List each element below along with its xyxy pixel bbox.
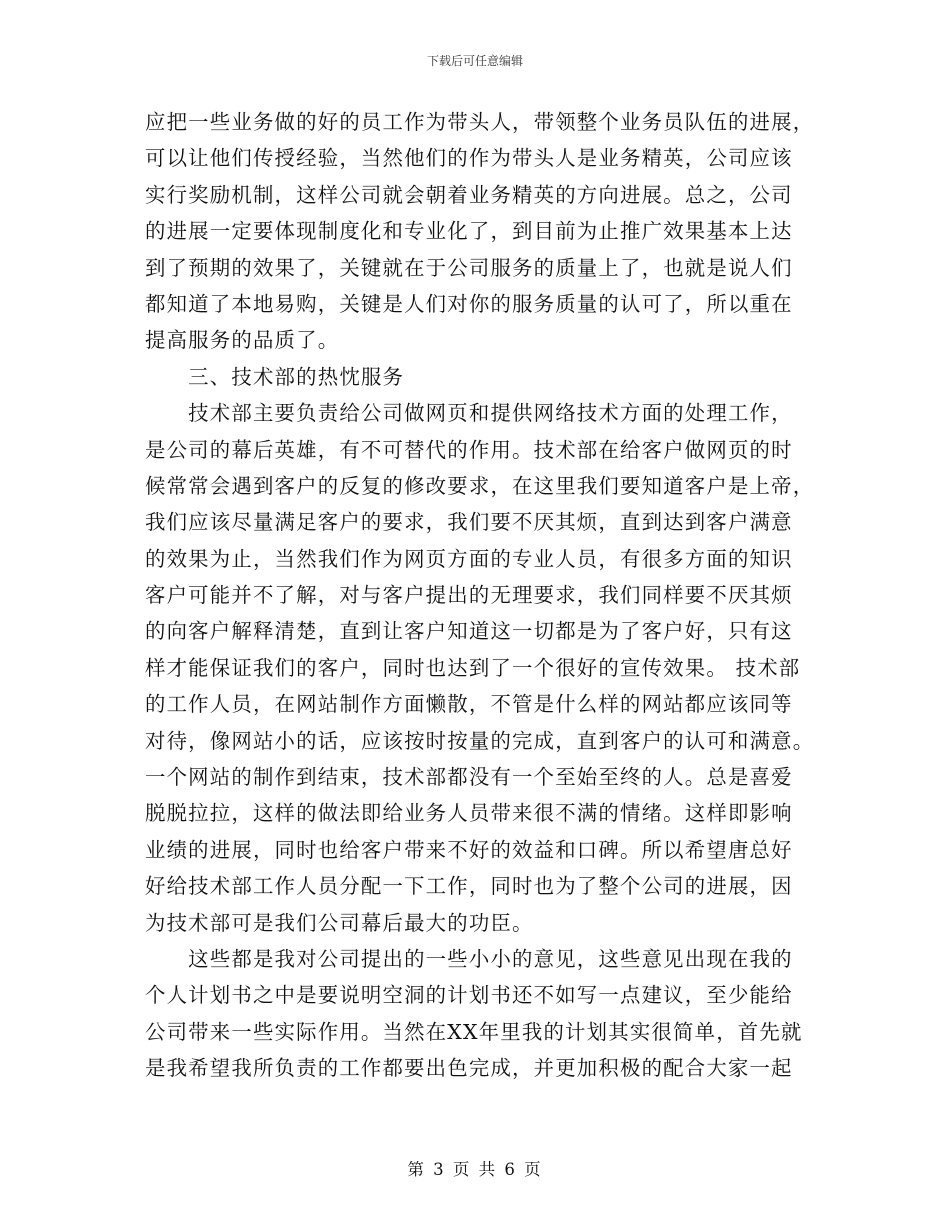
text-line: 的效果为止，当然我们作为网页方面的专业人员，有很多方面的知识 <box>145 546 793 571</box>
text-line: 客户可能并不了解，对与客户提出的无理要求，我们同样要不厌其烦 <box>145 583 793 608</box>
section-heading: 三、技术部的热忱服务 <box>145 364 405 389</box>
text-line: 脱脱拉拉，这样的做法即给业务人员带来很不满的情绪。这样即影响 <box>145 801 793 826</box>
text-line: 我们应该尽量满足客户的要求，我们要不厌其烦，直到达到客户满意 <box>145 510 793 535</box>
text-line: 候常常会遇到客户的反复的修改要求，在这里我们要知道客户是上帝， <box>145 473 815 498</box>
text-line: 技术部主要负责给公司做网页和提供网络技术方面的处理工作， <box>145 401 793 426</box>
text-line: 到了预期的效果了，关键就在于公司服务的质量上了，也就是说人们 <box>145 255 793 280</box>
text-line: 是公司的幕后英雄，有不可替代的作用。技术部在给客户做网页的时 <box>145 437 793 462</box>
text-line: 应把一些业务做的好的员工作为带头人，带领整个业务员队伍的进展， <box>145 110 815 134</box>
text-line: 公司带来一些实际作用。当然在XX年里我的计划其实很简单，首先就 <box>145 1019 803 1044</box>
text-line: 好给技术部工作人员分配一下工作，同时也为了整个公司的进展，因 <box>145 874 793 899</box>
text-line: 都知道了本地易购，关键是人们对你的服务质量的认可了，所以重在 <box>145 291 793 316</box>
text-line: 是我希望我所负责的工作都要出色完成，并更加积极的配合大家一起 <box>145 1056 793 1081</box>
text-line: 的向客户解释清楚，直到让客户知道这一切都是为了客户好，只有这 <box>145 619 793 644</box>
text-line: 的进展一定要体现制度化和专业化了，到目前为止推广效果基本上达 <box>145 219 793 244</box>
text-line: 可以让他们传授经验，当然他们的作为带头人是业务精英，公司应该 <box>145 146 793 171</box>
text-line: 业绩的进展，同时也给客户带来不好的效益和口碑。所以希望唐总好 <box>145 837 793 862</box>
page-footer: 第 3 页 共 6 页 <box>407 1160 543 1179</box>
text-line: 的工作人员，在网站制作方面懒散，不管是什么样的网站都应该同等 <box>145 692 793 717</box>
text-line: 样才能保证我们的客户，同时也达到了一个很好的宣传效果。 技术部 <box>145 655 801 680</box>
page-header: 下载后可任意编辑 <box>426 54 523 68</box>
text-line: 这些都是我对公司提出的一些小小的意见，这些意见出现在我的 <box>145 946 793 971</box>
text-line: 提高服务的品质了。 <box>145 328 340 353</box>
document-body <box>145 104 815 1087</box>
text-line: 实行奖励机制，这样公司就会朝着业务精英的方向进展。总之，公司 <box>145 182 793 207</box>
text-line: 一个网站的制作到结束，技术部都没有一个至始至终的人。总是喜爱 <box>145 765 793 790</box>
text-line: 为技术部可是我们公司幕后最大的功臣。 <box>145 910 534 935</box>
text-line: 个人计划书之中是要说明空洞的计划书还不如写一点建议，至少能给 <box>145 983 793 1008</box>
text-line: 对待，像网站小的话，应该按时按量的完成，直到客户的认可和满意。 <box>145 728 815 753</box>
